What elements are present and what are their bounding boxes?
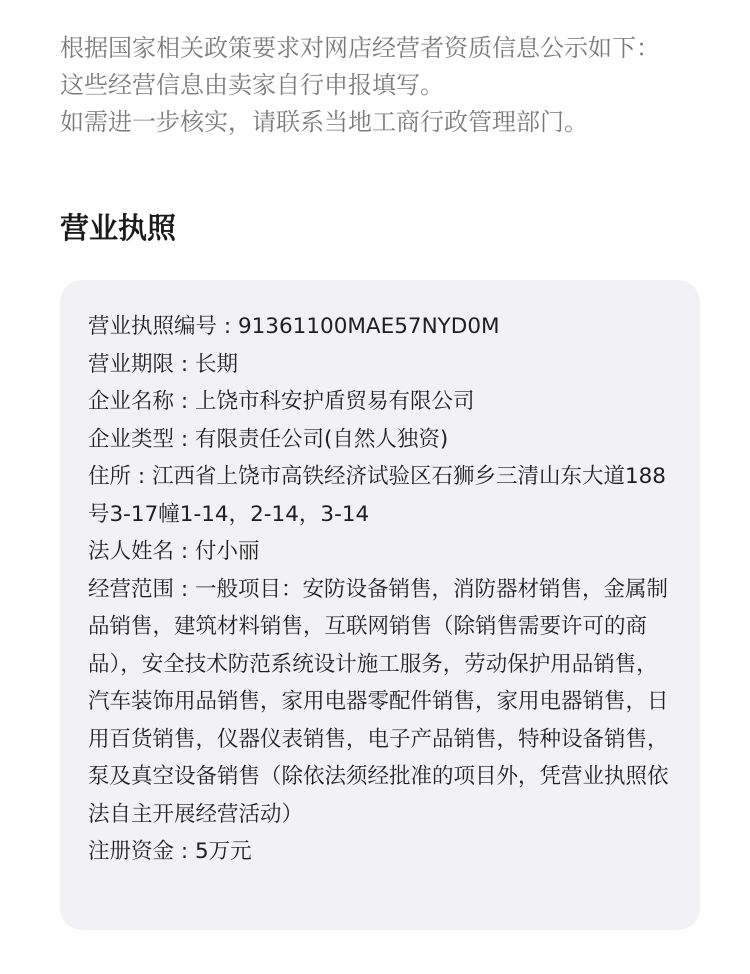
- field-value: 一般项目：安防设备销售，消防器材销售，金属制品销售，建筑材料销售，互联网销售（除销售需要许可的商品），安全技术防范系统设计施工服务，劳动保护用品销售，汽车装饰用品销售，家用电器零配件销售，家用电器销售，日用百货销售，仪器仪表销售，电子产品销售，特种设备销售，泵及真空设备销售（除依法须经批准的项目外，凭营业执照依法自主开展经营活动）: [88, 576, 669, 827]
- field-label: 住所: [88, 464, 132, 489]
- field-label: 经营范围: [88, 576, 175, 602]
- field-value: 长期: [194, 351, 238, 377]
- field-label: 营业执照编号: [88, 314, 218, 339]
- company-name-field: 企业名称 : 上饶市科安护盾贸易有限公司: [88, 389, 475, 414]
- company-type-field: 企业类型 : 有限责任公司(自然人独资): [88, 426, 449, 452]
- field-value: 江西省上饶市高铁经济试验区石狮乡三清山东大道188号3-17幢1-14，2-14，3-14: [88, 464, 666, 527]
- field-value: 91361100MAE57NYD0M: [237, 314, 500, 339]
- business-term-field: 营业期限 : 长期: [88, 351, 238, 377]
- section-title: 营业执照: [60, 211, 177, 245]
- business-scope-field: 经营范围 : 一般项目：安防设备销售，消防器材销售，金属制品销售，建筑材料销售，互联网销售（除销售需要许可的商品），安全技术防范系统设计施工服务，劳动保护用品销售，汽车装饰用品销售，家用电器零配件销售，家用电器销售，日用百货销售，仪器仪表销售，电子产品销售，特种设备销售，泵及真空设备销售（除依法须经批准的项目外，凭营业执照依法自主开展经营活动）: [88, 576, 669, 827]
- field-label: 注册资金: [88, 839, 175, 864]
- field-label: 企业类型: [88, 426, 175, 452]
- field-label: 法人姓名: [88, 539, 175, 564]
- address-field: 住所 : 江西省上饶市高铁经济试验区石狮乡三清山东大道188号3-17幢1-14，2-14，3-14: [88, 464, 666, 527]
- qualification-notice: [60, 30, 700, 141]
- field-value: 付小丽: [194, 539, 260, 564]
- license-number-field: 营业执照编号 : 91361100MAE57NYD0M: [88, 314, 500, 339]
- field-label: 营业期限: [88, 351, 175, 377]
- notice-line-self-declared: 这些经营信息由卖家自行申报填写。: [60, 71, 444, 99]
- field-label: 企业名称: [88, 389, 175, 414]
- legal-representative-field: 法人姓名 : 付小丽: [88, 539, 260, 564]
- notice-line-verify: 如需进一步核实，请联系当地工商行政管理部门。: [60, 108, 588, 136]
- registered-capital-field: 注册资金 : 5万元: [88, 839, 252, 864]
- field-value: 有限责任公司(自然人独资): [194, 426, 449, 452]
- field-value: 上饶市科安护盾贸易有限公司: [194, 389, 475, 414]
- notice-line-policy: 根据国家相关政策要求对网店经营者资质信息公示如下：: [60, 34, 660, 62]
- field-value: 5万元: [194, 839, 252, 864]
- business-license-card: [60, 280, 700, 930]
